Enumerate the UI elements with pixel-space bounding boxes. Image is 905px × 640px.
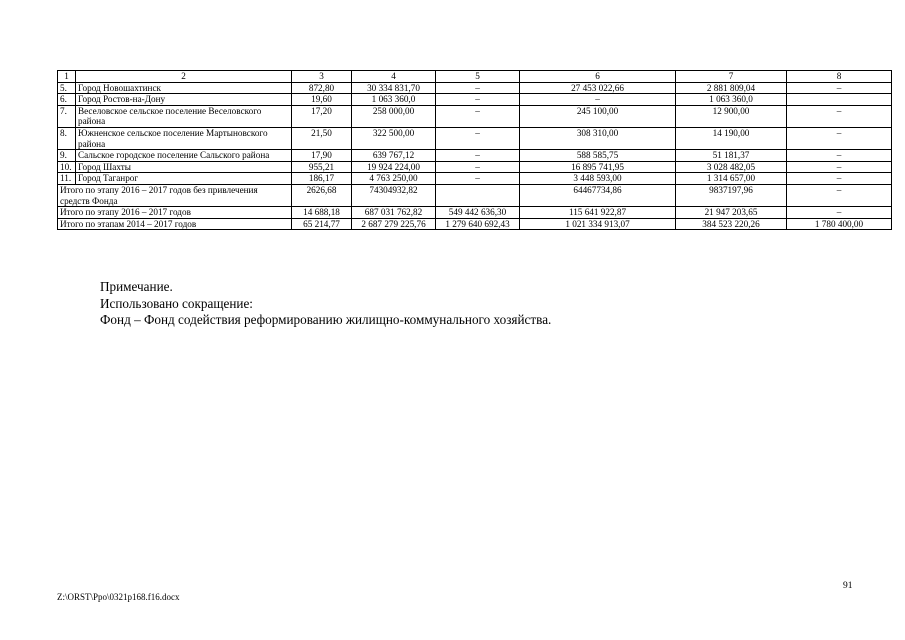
table-cell: 2 881 809,04	[676, 82, 787, 94]
table-cell: 19 924 224,00	[352, 161, 436, 173]
table-cell: 14 190,00	[676, 127, 787, 149]
financing-table	[57, 70, 892, 230]
table-cell: 245 100,00	[520, 105, 676, 127]
page-number: 91	[843, 581, 853, 591]
table-cell: 308 310,00	[520, 127, 676, 149]
table-header-row	[58, 71, 892, 83]
municipality-name: Веселовское сельское поселение Веселовского района	[76, 105, 292, 127]
table-row	[58, 94, 892, 106]
table-cell: 17,90	[292, 150, 352, 162]
total-row	[58, 184, 892, 206]
header-cell: 2	[76, 71, 292, 83]
row-number: 10.	[58, 161, 76, 173]
abbreviation-definition: Фонд – Фонд содействия реформированию жилищно-коммунального хозяйства.	[100, 312, 552, 327]
table-cell: –	[436, 150, 520, 162]
table-cell: –	[436, 161, 520, 173]
table-cell: –	[787, 161, 892, 173]
total-row	[58, 218, 892, 230]
table-cell: 9837197,96	[676, 184, 787, 206]
table-cell: –	[436, 105, 520, 127]
table-row	[58, 105, 892, 127]
row-number: 5.	[58, 82, 76, 94]
table-cell: –	[787, 105, 892, 127]
table-cell: 639 767,12	[352, 150, 436, 162]
table-cell: 1 780 400,00	[787, 218, 892, 230]
header-cell: 3	[292, 71, 352, 83]
table-row	[58, 127, 892, 149]
table-cell: –	[520, 94, 676, 106]
table-cell	[436, 184, 520, 206]
table-cell: 384 523 220,26	[676, 218, 787, 230]
table-cell: –	[787, 173, 892, 185]
municipality-name: Город Таганрог	[76, 173, 292, 185]
table-row	[58, 150, 892, 162]
notes-section	[100, 279, 551, 329]
total-label: Итого по этапу 2016 – 2017 годов без привлечения средств Фонда	[58, 184, 292, 206]
table-cell: –	[787, 127, 892, 149]
header-cell: 8	[787, 71, 892, 83]
table-cell: 955,21	[292, 161, 352, 173]
table-cell: 588 585,75	[520, 150, 676, 162]
table-cell: 74304932,82	[352, 184, 436, 206]
municipality-name: Сальское городское поселение Сальского района	[76, 150, 292, 162]
table-cell: 3 028 482,05	[676, 161, 787, 173]
table-cell: 1 279 640 692,43	[436, 218, 520, 230]
table-cell: –	[436, 82, 520, 94]
table-cell: 30 334 831,70	[352, 82, 436, 94]
table-cell: 21,50	[292, 127, 352, 149]
table-cell: 4 763 250,00	[352, 173, 436, 185]
row-number: 6.	[58, 94, 76, 106]
table-cell: 1 021 334 913,07	[520, 218, 676, 230]
total-row	[58, 207, 892, 219]
header-cell: 4	[352, 71, 436, 83]
table-cell: 64467734,86	[520, 184, 676, 206]
table-cell: –	[436, 127, 520, 149]
row-number: 8.	[58, 127, 76, 149]
municipality-name: Город Новошахтинск	[76, 82, 292, 94]
header-cell: 5	[436, 71, 520, 83]
header-cell: 6	[520, 71, 676, 83]
table-cell: 687 031 762,82	[352, 207, 436, 219]
municipality-name: Южненское сельское поселение Мартыновского района	[76, 127, 292, 149]
table-cell: 1 063 360,0	[676, 94, 787, 106]
table-cell: 3 448 593,00	[520, 173, 676, 185]
header-cell: 1	[58, 71, 76, 83]
table-cell: 16 895 741,95	[520, 161, 676, 173]
table-cell: –	[436, 94, 520, 106]
header-cell: 7	[676, 71, 787, 83]
table-row	[58, 173, 892, 185]
table-cell: –	[787, 82, 892, 94]
total-label: Итого по этапам 2014 – 2017 годов	[58, 218, 292, 230]
table-cell: 1 314 657,00	[676, 173, 787, 185]
table-cell: 12 900,00	[676, 105, 787, 127]
row-number: 9.	[58, 150, 76, 162]
table-cell: 2 687 279 225,76	[352, 218, 436, 230]
table-cell: 186,17	[292, 173, 352, 185]
table-cell: –	[787, 150, 892, 162]
table-cell: 1 063 360,0	[352, 94, 436, 106]
table-cell	[787, 94, 892, 106]
table-cell: 258 000,00	[352, 105, 436, 127]
row-number: 11.	[58, 173, 76, 185]
table-row	[58, 82, 892, 94]
municipality-name: Город Шахты	[76, 161, 292, 173]
table-cell: 322 500,00	[352, 127, 436, 149]
table-cell: 65 214,77	[292, 218, 352, 230]
table-cell: 2626,68	[292, 184, 352, 206]
table-cell: 872,80	[292, 82, 352, 94]
file-path: Z:\ORST\Ppo\0321p168.f16.docx	[57, 592, 180, 602]
table-cell: –	[436, 173, 520, 185]
notes-heading: Примечание.	[100, 279, 173, 294]
table-cell: 549 442 636,30	[436, 207, 520, 219]
table-cell: –	[787, 184, 892, 206]
row-number: 7.	[58, 105, 76, 127]
table-cell: 17,20	[292, 105, 352, 127]
total-label: Итого по этапу 2016 – 2017 годов	[58, 207, 292, 219]
table-cell: 51 181,37	[676, 150, 787, 162]
table-cell: 14 688,18	[292, 207, 352, 219]
municipality-name: Город Ростов-на-Дону	[76, 94, 292, 106]
table-cell: 27 453 022,66	[520, 82, 676, 94]
table-row	[58, 161, 892, 173]
table-cell: 19,60	[292, 94, 352, 106]
table-cell: 21 947 203,65	[676, 207, 787, 219]
table-cell: –	[787, 207, 892, 219]
table-cell: 115 641 922,87	[520, 207, 676, 219]
abbreviation-title: Использовано сокращение:	[100, 295, 253, 311]
